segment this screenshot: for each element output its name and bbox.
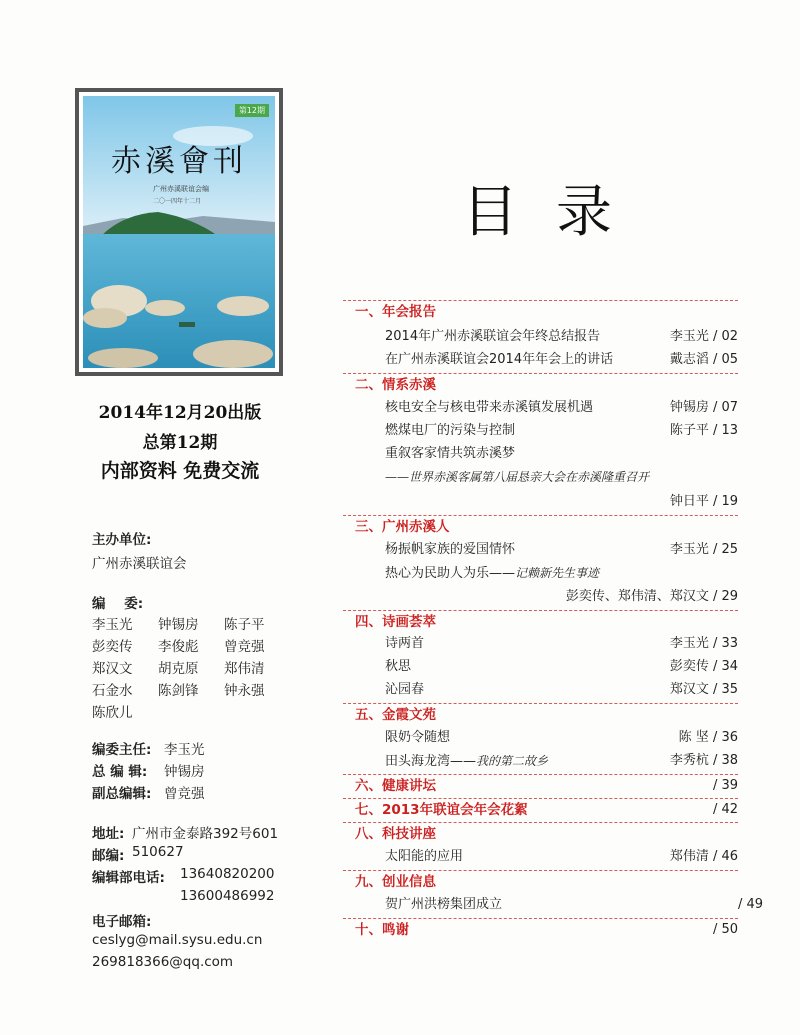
- toc-section[interactable]: 七、2013年联谊会年会花絮 / 42: [343, 798, 738, 820]
- editor-name: 陈剑锋: [158, 683, 199, 699]
- editor-director-value: 李玉光: [164, 742, 205, 758]
- editor-name: 曾竞强: [224, 639, 265, 655]
- toc-item[interactable]: 沁园春 郑汉文 / 35: [385, 682, 738, 697]
- toc-section[interactable]: 二、情系赤溪: [343, 373, 738, 395]
- cover-subtitle: 广州赤溪联谊会编: [153, 185, 209, 193]
- toc-item[interactable]: 限奶令随想 陈 坚 / 36: [385, 730, 738, 745]
- toc-title: 目录: [462, 180, 650, 245]
- toc-item[interactable]: 太阳能的应用 郑伟清 / 46: [385, 849, 738, 864]
- editor-name: 钟锡房: [158, 617, 199, 633]
- email-value-1: ceslyg@mail.sysu.edu.cn: [92, 932, 263, 948]
- distribution-note: 内部资料 免费交流: [100, 460, 260, 482]
- address-value: 广州市金泰路392号601: [132, 826, 279, 842]
- toc-item[interactable]: 贺广州洪榜集团成立 / 49: [385, 897, 763, 912]
- publish-date: 2014年12月20出版: [98, 403, 262, 423]
- toc-section[interactable]: 六、健康讲坛 / 39: [343, 774, 738, 796]
- toc-item[interactable]: 诗两首 李玉光 / 33: [385, 636, 738, 651]
- toc-section[interactable]: 五、金霞文苑: [343, 703, 738, 725]
- toc-item[interactable]: 重叙客家情共筑赤溪梦: [385, 446, 516, 461]
- cover-artwork: [83, 96, 275, 368]
- editor-name: 石金水: [92, 683, 133, 699]
- editor-name: 彭奕传: [92, 639, 133, 655]
- toc-item[interactable]: 2014年广州赤溪联谊会年终总结报告 李玉光 / 02: [385, 329, 738, 344]
- phone-value-2: 13600486992: [180, 888, 275, 904]
- toc-section[interactable]: 八、科技讲座: [343, 822, 738, 844]
- issue-number: 总第12期: [142, 433, 218, 453]
- toc-section[interactable]: 九、创业信息: [343, 870, 738, 892]
- editor-name: 陈欣儿: [92, 705, 133, 721]
- toc-item[interactable]: 热心为民助人为乐——记赖新先生事迹: [385, 566, 600, 581]
- toc-item[interactable]: 田头海龙湾——我的第二故乡 李秀杭 / 38: [385, 753, 738, 769]
- editor-name: 郑伟清: [224, 661, 265, 677]
- phone-value-1: 13640820200: [180, 866, 275, 882]
- toc-item-author: 彭奕传、郑伟清、郑汉文 / 29: [565, 589, 738, 604]
- deputy-editor-value: 曾竞强: [164, 786, 205, 802]
- postcode-label: 邮编:: [92, 848, 125, 864]
- editor-name: 郑汉文: [92, 661, 133, 677]
- editor-name: 李玉光: [92, 617, 133, 633]
- editor-name: 陈子平: [224, 617, 265, 633]
- address-label: 地址:: [92, 826, 125, 842]
- editors-list: [92, 614, 292, 724]
- deputy-editor-label: 副总编辑:: [92, 786, 152, 802]
- toc-section[interactable]: 四、诗画荟萃: [343, 610, 738, 632]
- cover-date: 二〇一四年十二月: [153, 198, 202, 205]
- magazine-cover: [75, 88, 283, 376]
- postcode-value: 510627: [132, 844, 184, 860]
- phone-label: 编辑部电话:: [92, 870, 165, 886]
- organizer-label: 主办单位:: [92, 532, 152, 548]
- cover-issue-tag: 第12期: [235, 104, 269, 117]
- chief-editor-value: 钟锡房: [164, 764, 205, 780]
- toc-item[interactable]: 核电安全与核电带来赤溪镇发展机遇 钟锡房 / 07: [385, 400, 738, 415]
- toc-section[interactable]: 三、广州赤溪人: [343, 515, 738, 537]
- toc-item[interactable]: 杨振帆家族的爱国情怀 李玉光 / 25: [385, 542, 738, 557]
- toc-item[interactable]: 燃煤电厂的污染与控制 陈子平 / 13: [385, 423, 738, 438]
- chief-editor-label: 总 编 辑:: [92, 764, 148, 780]
- toc-item-subtitle: ——世界赤溪客属第八届恳亲大会在赤溪隆重召开: [385, 470, 650, 484]
- email-label: 电子邮箱:: [92, 914, 152, 930]
- toc-section[interactable]: 一、年会报告: [343, 300, 738, 322]
- editors-label: 编 委:: [92, 596, 144, 612]
- cover-title: 赤溪會刊: [111, 144, 247, 179]
- toc-item[interactable]: 秋思 彭奕传 / 34: [385, 659, 738, 674]
- editor-name: 李俊彪: [158, 639, 199, 655]
- email-value-2: 269818366@qq.com: [92, 954, 234, 970]
- toc-section[interactable]: 十、鸣谢 / 50: [343, 918, 738, 940]
- toc-item[interactable]: 在广州赤溪联谊会2014年年会上的讲话 戴志滔 / 05: [385, 352, 738, 367]
- toc-item-author: 钟日平 / 19: [669, 494, 738, 509]
- editor-director-label: 编委主任:: [92, 742, 152, 758]
- organizer-value: 广州赤溪联谊会: [92, 556, 187, 572]
- editor-name: 钟永强: [224, 683, 265, 699]
- editor-name: 胡克原: [158, 661, 199, 677]
